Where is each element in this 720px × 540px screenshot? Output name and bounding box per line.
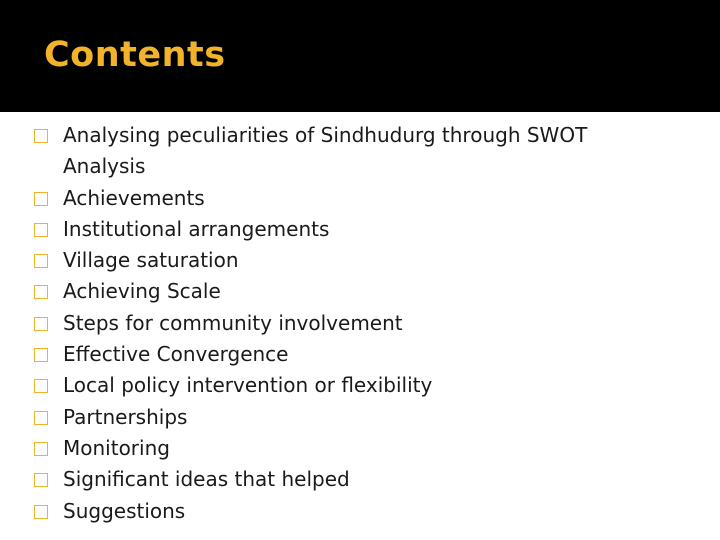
square-bullet-icon <box>34 348 48 362</box>
square-bullet-icon <box>34 285 48 299</box>
list-item-text: Achieving Scale <box>63 279 221 304</box>
list-item-text: Local policy intervention or flexibility <box>63 373 433 398</box>
list-item-text: Significant ideas that helped <box>63 467 350 492</box>
list-item-text: Achievements <box>63 185 205 210</box>
square-bullet-icon <box>34 442 48 456</box>
square-bullet-icon <box>34 192 48 206</box>
square-bullet-icon <box>34 317 48 331</box>
slide-title: Contents <box>44 35 226 75</box>
list-item <box>34 276 674 307</box>
list-item <box>34 245 674 276</box>
square-bullet-icon <box>34 411 48 425</box>
square-bullet-icon <box>34 129 48 143</box>
list-item-text: Monitoring <box>63 435 170 460</box>
list-item <box>34 214 674 245</box>
list-item <box>34 183 674 214</box>
contents-list <box>34 120 674 527</box>
list-item-text: Village saturation <box>63 248 239 273</box>
square-bullet-icon <box>34 505 48 519</box>
list-item <box>34 464 674 495</box>
list-item <box>34 433 674 464</box>
square-bullet-icon <box>34 379 48 393</box>
list-item-text: Institutional arrangements <box>63 216 330 241</box>
list-item-text: Partnerships <box>63 404 188 429</box>
list-item <box>34 370 674 401</box>
title-bar <box>0 0 720 112</box>
list-item-text: Analysing peculiarities of Sindhudurg through SWOT Analysis <box>63 123 588 179</box>
square-bullet-icon <box>34 254 48 268</box>
square-bullet-icon <box>34 223 48 237</box>
list-item <box>34 308 674 339</box>
square-bullet-icon <box>34 473 48 487</box>
list-item <box>34 496 674 527</box>
list-item <box>34 120 674 183</box>
list-item <box>34 402 674 433</box>
list-item-text: Suggestions <box>63 498 186 523</box>
list-item-text: Steps for community involvement <box>63 310 403 335</box>
list-item <box>34 339 674 370</box>
list-item-text: Effective Convergence <box>63 342 289 367</box>
